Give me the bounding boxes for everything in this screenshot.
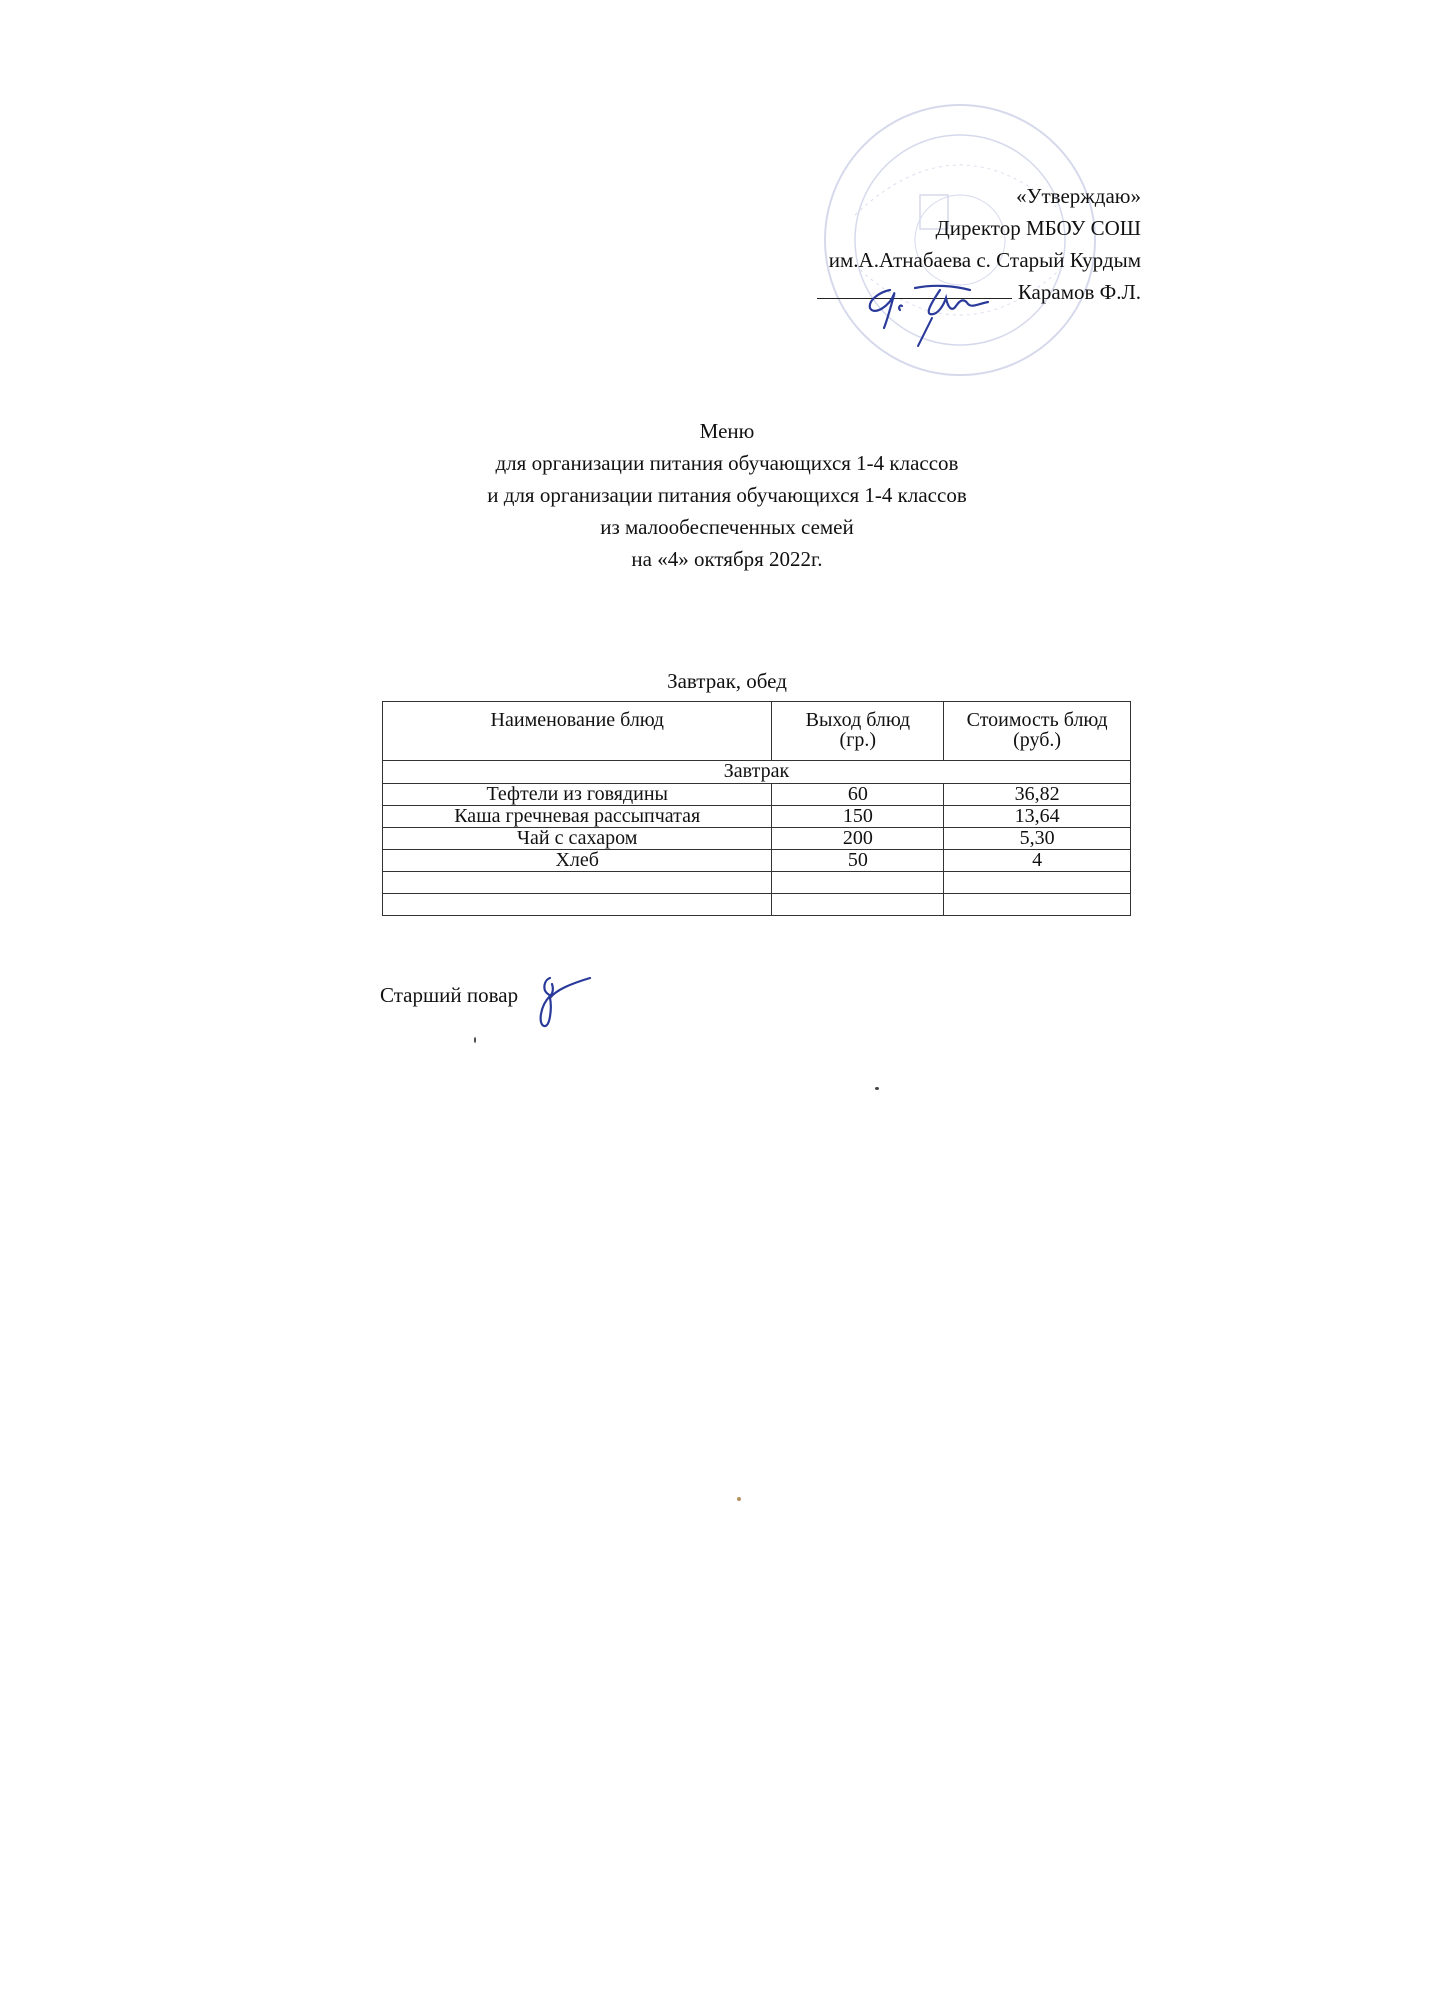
empty-cell <box>944 894 1131 916</box>
dish-price: 5,30 <box>944 828 1131 850</box>
header-yield-line1: Выход блюд <box>805 709 910 731</box>
table-row-empty <box>383 872 1131 894</box>
dish-name: Чай с сахаром <box>383 828 772 850</box>
cook-signature-icon <box>530 968 600 1038</box>
section-breakfast: Завтрак <box>383 761 1131 784</box>
table-row <box>383 784 1131 806</box>
header-price-line1: Стоимость блюд <box>966 709 1108 731</box>
meal-caption: Завтрак, обед <box>667 669 787 693</box>
dish-yield: 60 <box>772 784 944 806</box>
dish-yield: 50 <box>772 850 944 872</box>
menu-subtitle-3: из малообеспеченных семей <box>600 515 854 539</box>
table-row <box>383 828 1131 850</box>
header-yield-line2: (гр.) <box>839 729 877 751</box>
menu-title: Меню <box>699 419 755 443</box>
empty-cell <box>772 894 944 916</box>
director-name: Карамов Ф.Л. <box>1017 280 1141 304</box>
header-dish-name: Наименование блюд <box>383 702 772 761</box>
dish-name: Хлеб <box>383 850 772 872</box>
approval-heading: «Утверждаю» <box>1016 184 1141 208</box>
approval-position: Директор МБОУ СОШ <box>935 216 1141 240</box>
table-row <box>383 806 1131 828</box>
empty-cell <box>383 894 772 916</box>
table-row <box>383 850 1131 872</box>
header-price-line2: (руб.) <box>1013 729 1062 751</box>
header-yield <box>772 702 944 761</box>
dish-yield: 200 <box>772 828 944 850</box>
dish-name: Тефтели из говядины <box>383 784 772 806</box>
director-signature-icon <box>860 278 995 348</box>
menu-subtitle-2: и для организации питания обучающихся 1-4 классов <box>487 483 967 507</box>
dish-price: 13,64 <box>944 806 1131 828</box>
menu-table <box>382 701 1131 916</box>
scan-speck <box>737 1497 741 1501</box>
scan-speck <box>474 1037 476 1043</box>
table-row-empty <box>383 894 1131 916</box>
dish-price: 36,82 <box>944 784 1131 806</box>
dish-yield: 150 <box>772 806 944 828</box>
header-price <box>944 702 1131 761</box>
approval-school: им.А.Атнабаева с. Старый Курдым <box>828 248 1141 272</box>
menu-date: на «4» октября 2022г. <box>631 547 823 571</box>
table-section-row <box>383 761 1131 784</box>
dish-name: Каша гречневая рассыпчатая <box>383 806 772 828</box>
empty-cell <box>383 872 772 894</box>
menu-subtitle-1: для организации питания обучающихся 1-4 классов <box>495 451 959 475</box>
table-header-row <box>383 702 1131 761</box>
dish-price: 4 <box>944 850 1131 872</box>
empty-cell <box>772 872 944 894</box>
menu-title-block <box>0 415 1454 575</box>
scan-speck <box>875 1087 879 1090</box>
cook-label: Старший повар <box>380 983 519 1007</box>
empty-cell <box>944 872 1131 894</box>
